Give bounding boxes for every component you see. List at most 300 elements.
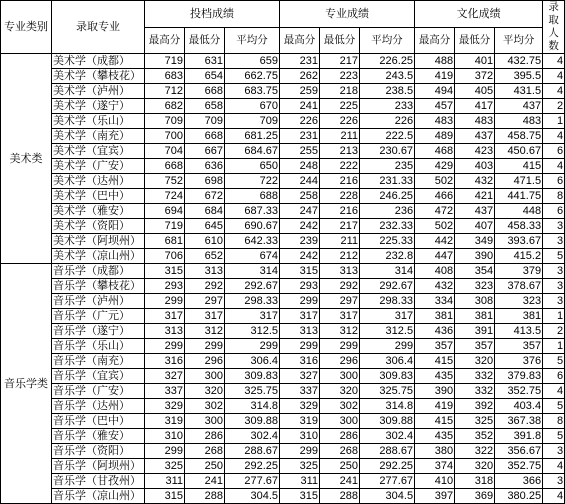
table-body xyxy=(1,54,565,504)
major-cell: 音乐学（资阳） xyxy=(52,444,145,459)
score-cell: 312 xyxy=(320,324,360,339)
score-cell: 357 xyxy=(455,339,495,354)
score-cell: 226 xyxy=(360,114,415,129)
score-cell: 225 xyxy=(320,99,360,114)
score-cell: 211 xyxy=(320,234,360,249)
score-cell: 1 xyxy=(543,309,565,324)
table-row xyxy=(1,489,565,504)
score-cell: 698 xyxy=(185,174,225,189)
score-cell: 423 xyxy=(455,144,495,159)
table-row xyxy=(1,444,565,459)
score-cell: 302.4 xyxy=(360,429,415,444)
score-cell: 239 xyxy=(280,234,320,249)
score-cell: 317 xyxy=(185,309,225,324)
score-cell: 216 xyxy=(320,204,360,219)
score-cell: 502 xyxy=(415,174,455,189)
score-cell: 4 xyxy=(543,54,565,69)
table-row xyxy=(1,249,565,264)
major-cell: 美术学（宜宾） xyxy=(52,144,145,159)
category-cell: 美术类 xyxy=(1,54,52,264)
score-cell: 413.5 xyxy=(495,324,543,339)
score-cell: 313 xyxy=(145,324,185,339)
score-cell: 277.67 xyxy=(360,474,415,489)
score-cell: 320 xyxy=(455,354,495,369)
score-cell: 704 xyxy=(145,144,185,159)
score-cell: 393.67 xyxy=(495,234,543,249)
score-cell: 222 xyxy=(320,159,360,174)
score-cell: 684.67 xyxy=(225,144,280,159)
score-cell: 314.8 xyxy=(225,399,280,414)
score-cell: 684 xyxy=(185,204,225,219)
score-cell: 238.5 xyxy=(360,84,415,99)
score-cell: 3 xyxy=(543,294,565,309)
major-cell: 音乐学（南充） xyxy=(52,354,145,369)
table-row xyxy=(1,129,565,144)
score-cell: 391.8 xyxy=(495,429,543,444)
score-cell: 310 xyxy=(280,429,320,444)
score-cell: 293 xyxy=(280,279,320,294)
score-cell: 419 xyxy=(415,69,455,84)
score-cell: 317 xyxy=(225,309,280,324)
score-cell: 232.8 xyxy=(360,249,415,264)
score-cell: 3 xyxy=(543,234,565,249)
score-cell: 6 xyxy=(543,174,565,189)
score-cell: 325 xyxy=(145,459,185,474)
score-cell: 292.25 xyxy=(225,459,280,474)
subheader-avg: 平均分 xyxy=(225,27,280,54)
score-cell: 441.75 xyxy=(495,189,543,204)
table-row xyxy=(1,354,565,369)
score-cell: 306.4 xyxy=(360,354,415,369)
score-cell: 5 xyxy=(543,249,565,264)
score-cell: 299 xyxy=(280,444,320,459)
header-group-tou-dang: 投档成绩 xyxy=(145,1,280,28)
score-cell: 642.33 xyxy=(225,234,280,249)
major-cell: 音乐学（成都） xyxy=(52,264,145,279)
score-cell: 320 xyxy=(185,384,225,399)
score-cell: 5 xyxy=(543,354,565,369)
score-cell: 502 xyxy=(415,219,455,234)
score-cell: 314 xyxy=(225,264,280,279)
major-cell: 音乐学（攀枝花） xyxy=(52,279,145,294)
score-cell: 231 xyxy=(280,54,320,69)
score-cell: 645 xyxy=(185,219,225,234)
score-cell: 299 xyxy=(280,339,320,354)
score-cell: 683.75 xyxy=(225,84,280,99)
score-cell: 288.67 xyxy=(360,444,415,459)
score-cell: 415.2 xyxy=(495,249,543,264)
score-cell: 320 xyxy=(320,384,360,399)
score-cell: 494 xyxy=(415,84,455,99)
score-cell: 310 xyxy=(145,429,185,444)
score-cell: 472 xyxy=(415,204,455,219)
score-cell: 325.75 xyxy=(360,384,415,399)
score-cell: 458.75 xyxy=(495,129,543,144)
score-cell: 317 xyxy=(145,309,185,324)
score-cell: 323 xyxy=(495,294,543,309)
score-cell: 322 xyxy=(455,444,495,459)
major-cell: 美术学（攀枝花） xyxy=(52,69,145,84)
score-cell: 241 xyxy=(185,474,225,489)
score-cell: 292 xyxy=(320,279,360,294)
score-cell: 5 xyxy=(543,399,565,414)
score-cell: 315 xyxy=(145,264,185,279)
header-major: 录取专业 xyxy=(52,1,145,54)
score-cell: 259 xyxy=(280,84,320,99)
score-cell: 6 xyxy=(543,204,565,219)
score-cell: 248 xyxy=(280,159,320,174)
score-cell: 222.5 xyxy=(360,129,415,144)
score-cell: 304.5 xyxy=(225,489,280,504)
score-cell: 415 xyxy=(495,159,543,174)
score-cell: 380 xyxy=(415,444,455,459)
score-cell: 228 xyxy=(320,189,360,204)
table-row xyxy=(1,339,565,354)
score-cell: 292.67 xyxy=(225,279,280,294)
score-cell: 250 xyxy=(320,459,360,474)
score-cell: 297 xyxy=(185,294,225,309)
score-cell: 211 xyxy=(320,129,360,144)
score-cell: 299 xyxy=(280,294,320,309)
score-cell: 650 xyxy=(225,159,280,174)
score-cell: 654 xyxy=(185,69,225,84)
score-cell: 681 xyxy=(145,234,185,249)
score-cell: 408 xyxy=(415,264,455,279)
score-cell: 319 xyxy=(145,414,185,429)
score-cell: 286 xyxy=(185,429,225,444)
score-cell: 293 xyxy=(145,279,185,294)
score-cell: 225.33 xyxy=(360,234,415,249)
table-row xyxy=(1,174,565,189)
score-cell: 323 xyxy=(455,279,495,294)
score-cell: 244 xyxy=(280,174,320,189)
score-cell: 308 xyxy=(455,294,495,309)
score-cell: 318 xyxy=(455,474,495,489)
score-cell: 1 xyxy=(543,114,565,129)
score-cell: 652 xyxy=(185,249,225,264)
score-cell: 4 xyxy=(543,489,565,504)
score-cell: 288 xyxy=(320,489,360,504)
score-cell: 317 xyxy=(360,309,415,324)
table-row xyxy=(1,399,565,414)
score-cell: 2 xyxy=(543,324,565,339)
score-cell: 376 xyxy=(495,354,543,369)
table-row xyxy=(1,189,565,204)
table-row xyxy=(1,474,565,489)
score-cell: 8 xyxy=(543,414,565,429)
score-cell: 319 xyxy=(280,414,320,429)
score-cell: 255 xyxy=(280,144,320,159)
score-cell: 312 xyxy=(185,324,225,339)
header-group-major-score: 专业成绩 xyxy=(280,1,415,28)
table-row xyxy=(1,384,565,399)
score-cell: 379.83 xyxy=(495,369,543,384)
score-cell: 226 xyxy=(280,114,320,129)
score-cell: 332 xyxy=(455,369,495,384)
score-cell: 349 xyxy=(455,234,495,249)
score-cell: 311 xyxy=(280,474,320,489)
score-cell: 2 xyxy=(543,99,565,114)
score-cell: 213 xyxy=(320,144,360,159)
score-cell: 690.67 xyxy=(225,219,280,234)
score-cell: 3 xyxy=(543,219,565,234)
score-cell: 302.4 xyxy=(225,429,280,444)
score-cell: 299 xyxy=(360,339,415,354)
score-cell: 288.67 xyxy=(225,444,280,459)
score-cell: 297 xyxy=(320,294,360,309)
score-cell: 246.25 xyxy=(360,189,415,204)
score-cell: 432 xyxy=(415,279,455,294)
score-cell: 230.67 xyxy=(360,144,415,159)
score-cell: 4 xyxy=(543,129,565,144)
score-cell: 226 xyxy=(320,114,360,129)
score-cell: 231.33 xyxy=(360,174,415,189)
score-cell: 325 xyxy=(455,414,495,429)
table-row xyxy=(1,219,565,234)
score-cell: 6 xyxy=(543,144,565,159)
score-cell: 712 xyxy=(145,84,185,99)
subheader-avg: 平均分 xyxy=(360,27,415,54)
score-cell: 236 xyxy=(360,204,415,219)
score-cell: 332 xyxy=(455,384,495,399)
score-cell: 483 xyxy=(495,114,543,129)
subheader-max: 最高分 xyxy=(280,27,320,54)
score-cell: 752 xyxy=(145,174,185,189)
table-row xyxy=(1,204,565,219)
score-cell: 337 xyxy=(280,384,320,399)
score-cell: 241 xyxy=(280,99,320,114)
score-cell: 317 xyxy=(320,309,360,324)
table-row xyxy=(1,234,565,249)
table-row xyxy=(1,309,565,324)
score-cell: 299 xyxy=(145,339,185,354)
header-admit-count: 录取 人数 xyxy=(543,1,565,54)
table-row xyxy=(1,114,565,129)
table-row xyxy=(1,459,565,474)
major-cell: 美术学（成都） xyxy=(52,54,145,69)
score-cell: 288 xyxy=(185,489,225,504)
score-cell: 212 xyxy=(320,249,360,264)
score-cell: 415 xyxy=(415,354,455,369)
score-cell: 688 xyxy=(225,189,280,204)
score-cell: 352 xyxy=(455,429,495,444)
table-row xyxy=(1,54,565,69)
score-cell: 662.75 xyxy=(225,69,280,84)
score-cell: 682 xyxy=(145,99,185,114)
score-cell: 233 xyxy=(360,99,415,114)
table-row xyxy=(1,84,565,99)
score-cell: 299 xyxy=(145,444,185,459)
score-cell: 381 xyxy=(495,309,543,324)
score-cell: 250 xyxy=(185,459,225,474)
score-cell: 397 xyxy=(415,489,455,504)
score-cell: 300 xyxy=(320,414,360,429)
score-cell: 299 xyxy=(145,294,185,309)
score-cell: 4 xyxy=(543,84,565,99)
score-cell: 299 xyxy=(320,339,360,354)
score-cell: 437 xyxy=(495,99,543,114)
major-cell: 美术学（资阳） xyxy=(52,219,145,234)
score-cell: 329 xyxy=(280,399,320,414)
score-cell: 429 xyxy=(415,159,455,174)
score-cell: 218 xyxy=(320,84,360,99)
header-group-culture-score: 文化成绩 xyxy=(415,1,543,28)
score-cell: 417 xyxy=(455,99,495,114)
score-cell: 313 xyxy=(320,264,360,279)
score-cell: 668 xyxy=(185,129,225,144)
major-cell: 美术学（广安） xyxy=(52,159,145,174)
score-cell: 681.25 xyxy=(225,129,280,144)
score-cell: 447 xyxy=(415,249,455,264)
table-header xyxy=(1,1,565,54)
score-cell: 458.33 xyxy=(495,219,543,234)
score-cell: 3 xyxy=(543,264,565,279)
score-cell: 320 xyxy=(455,459,495,474)
table-row xyxy=(1,429,565,444)
score-cell: 309.88 xyxy=(225,414,280,429)
score-cell: 223 xyxy=(320,69,360,84)
score-cell: 309.83 xyxy=(360,369,415,384)
score-cell: 421 xyxy=(455,189,495,204)
table-row xyxy=(1,324,565,339)
score-cell: 466 xyxy=(415,189,455,204)
score-cell: 5 xyxy=(543,429,565,444)
score-cell: 292 xyxy=(185,279,225,294)
score-cell: 722 xyxy=(225,174,280,189)
score-cell: 366 xyxy=(495,474,543,489)
score-cell: 658 xyxy=(185,99,225,114)
score-cell: 8 xyxy=(543,189,565,204)
score-cell: 1 xyxy=(543,339,565,354)
score-cell: 316 xyxy=(280,354,320,369)
score-cell: 356.67 xyxy=(495,444,543,459)
score-cell: 316 xyxy=(145,354,185,369)
major-cell: 美术学（凉山州） xyxy=(52,249,145,264)
score-cell: 378.67 xyxy=(495,279,543,294)
score-cell: 435 xyxy=(415,369,455,384)
major-cell: 音乐学（乐山） xyxy=(52,339,145,354)
major-cell: 美术学（雅安） xyxy=(52,204,145,219)
score-cell: 709 xyxy=(145,114,185,129)
score-cell: 329 xyxy=(145,399,185,414)
score-cell: 216 xyxy=(320,174,360,189)
score-cell: 381 xyxy=(415,309,455,324)
major-cell: 美术学（阿坝州） xyxy=(52,234,145,249)
score-cell: 325 xyxy=(280,459,320,474)
score-cell: 235 xyxy=(360,159,415,174)
score-cell: 3 xyxy=(543,279,565,294)
score-cell: 4 xyxy=(543,159,565,174)
score-cell: 317 xyxy=(280,309,320,324)
table-row xyxy=(1,144,565,159)
score-cell: 262 xyxy=(280,69,320,84)
score-cell: 401 xyxy=(455,54,495,69)
score-cell: 390 xyxy=(415,384,455,399)
score-cell: 327 xyxy=(145,369,185,384)
major-cell: 音乐学（凉山州） xyxy=(52,489,145,504)
subheader-avg: 平均分 xyxy=(495,27,543,54)
score-cell: 367.38 xyxy=(495,414,543,429)
score-cell: 395.5 xyxy=(495,69,543,84)
score-cell: 313 xyxy=(280,324,320,339)
score-cell: 299 xyxy=(225,339,280,354)
score-cell: 300 xyxy=(185,369,225,384)
score-cell: 672 xyxy=(185,189,225,204)
score-cell: 277.67 xyxy=(225,474,280,489)
score-cell: 694 xyxy=(145,204,185,219)
score-cell: 4 xyxy=(543,459,565,474)
score-cell: 315 xyxy=(280,264,320,279)
score-cell: 381 xyxy=(455,309,495,324)
subheader-min: 最低分 xyxy=(455,27,495,54)
score-cell: 419 xyxy=(415,399,455,414)
score-cell: 380.25 xyxy=(495,489,543,504)
score-cell: 700 xyxy=(145,129,185,144)
score-cell: 268 xyxy=(185,444,225,459)
major-cell: 音乐学（阿坝州） xyxy=(52,459,145,474)
score-cell: 706 xyxy=(145,249,185,264)
score-cell: 374 xyxy=(415,459,455,474)
score-cell: 719 xyxy=(145,219,185,234)
score-cell: 403.4 xyxy=(495,399,543,414)
table-row xyxy=(1,369,565,384)
score-cell: 313 xyxy=(185,264,225,279)
table-row xyxy=(1,414,565,429)
score-cell: 442 xyxy=(415,234,455,249)
score-cell: 667 xyxy=(185,144,225,159)
score-cell: 687.33 xyxy=(225,204,280,219)
score-cell: 357 xyxy=(415,339,455,354)
major-cell: 美术学（乐山） xyxy=(52,114,145,129)
major-cell: 美术学（巴中） xyxy=(52,189,145,204)
major-cell: 音乐学（广元） xyxy=(52,309,145,324)
score-cell: 471.5 xyxy=(495,174,543,189)
score-cell: 3 xyxy=(543,474,565,489)
major-cell: 音乐学（巴中） xyxy=(52,414,145,429)
score-cell: 437 xyxy=(455,129,495,144)
score-cell: 390 xyxy=(455,249,495,264)
score-cell: 286 xyxy=(320,429,360,444)
score-cell: 296 xyxy=(185,354,225,369)
score-cell: 242 xyxy=(280,219,320,234)
major-cell: 音乐学（广安） xyxy=(52,384,145,399)
subheader-min: 最低分 xyxy=(185,27,225,54)
score-cell: 352.75 xyxy=(495,459,543,474)
score-cell: 379 xyxy=(495,264,543,279)
score-cell: 405 xyxy=(455,84,495,99)
score-cell: 243.5 xyxy=(360,69,415,84)
score-cell: 468 xyxy=(415,144,455,159)
score-cell: 683 xyxy=(145,69,185,84)
score-cell: 232.33 xyxy=(360,219,415,234)
score-cell: 369 xyxy=(455,489,495,504)
score-cell: 709 xyxy=(185,114,225,129)
table-row xyxy=(1,159,565,174)
score-cell: 431.5 xyxy=(495,84,543,99)
score-cell: 457 xyxy=(415,99,455,114)
score-cell: 357 xyxy=(495,339,543,354)
score-cell: 312.5 xyxy=(225,324,280,339)
major-cell: 音乐学（宜宾） xyxy=(52,369,145,384)
score-cell: 304.5 xyxy=(360,489,415,504)
score-cell: 241 xyxy=(320,474,360,489)
score-cell: 719 xyxy=(145,54,185,69)
score-cell: 436 xyxy=(415,324,455,339)
score-cell: 314.8 xyxy=(360,399,415,414)
score-cell: 636 xyxy=(185,159,225,174)
score-cell: 231 xyxy=(280,129,320,144)
score-cell: 296 xyxy=(320,354,360,369)
